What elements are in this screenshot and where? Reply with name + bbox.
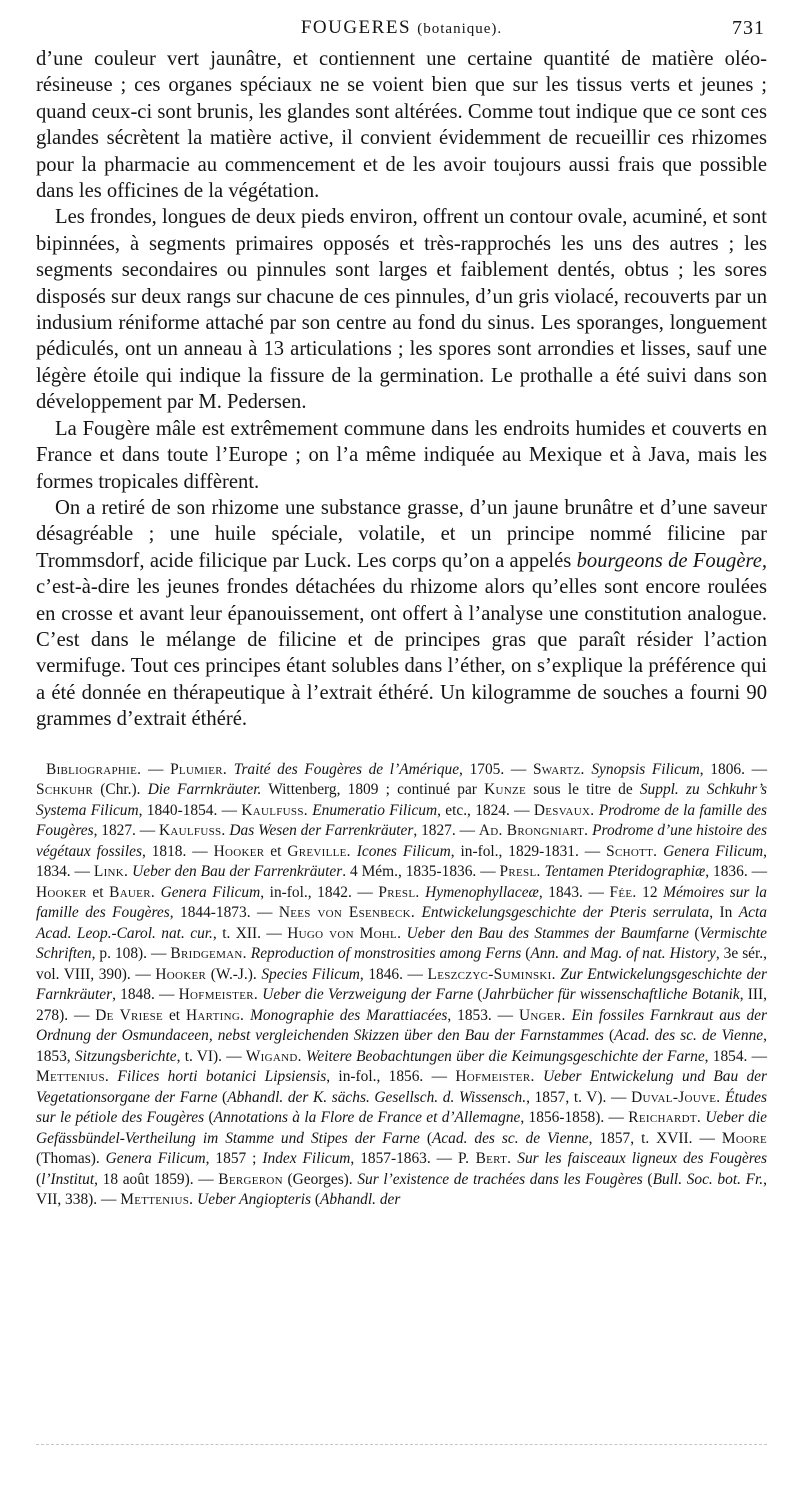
bibliography-text: — bbox=[141, 760, 171, 778]
bibliography-text: (Georges). bbox=[282, 1170, 358, 1188]
bibliography-text bbox=[227, 761, 234, 778]
bibliography-text: , in-fol., 1829-1831. — bbox=[450, 842, 607, 860]
bibliography-author: Schkuhr bbox=[36, 781, 94, 799]
bibliography-title: Monographie des Marattiacées bbox=[250, 1006, 448, 1024]
bibliography-title: Reproduction of monstrosities among Ferns bbox=[250, 945, 522, 963]
bibliography-text: . 4 Mém., 1835-1836. — bbox=[342, 863, 500, 881]
bibliography-title: Sur les faisceaux ligneux des Fougères bbox=[517, 1150, 767, 1168]
bibliography-title: Index Filicum bbox=[262, 1150, 351, 1168]
bibliography-text: , 1843. — bbox=[538, 883, 610, 901]
bibliography-text: 12 bbox=[636, 883, 664, 901]
bibliography-title: Sitzungsberichte bbox=[74, 1047, 177, 1065]
bibliography-author: Plumier. bbox=[170, 760, 228, 778]
bibliography-text: ( bbox=[36, 1170, 42, 1188]
bibliography-author: Hooker bbox=[213, 842, 265, 860]
bibliography-author: P. Bert. bbox=[458, 1150, 512, 1168]
bibliography-title: Acta Acad. Leop.-Carol. nat. cur. bbox=[36, 904, 767, 942]
bibliography-text: , 1848. — bbox=[112, 986, 179, 1004]
bibliography-author: Leszczyc-Suminski. bbox=[427, 965, 556, 983]
bibliography-title: Ueber den Bau der Farrenkräuter bbox=[132, 863, 343, 881]
bibliography-title: Jahrbücher für wissenschaftliche Botanik bbox=[482, 986, 740, 1004]
bibliography-title: Ueber die Gefässbündel-Vertheilung im Stamme und Stipes der Farne bbox=[36, 1109, 767, 1147]
bibliography-author: Mettenius. bbox=[36, 1068, 110, 1086]
bibliography-text: (Thomas). bbox=[36, 1150, 106, 1168]
bibliography-text: , t. VI). — bbox=[176, 1047, 246, 1065]
bibliography-author: Link. bbox=[93, 863, 129, 881]
bibliography-text: , In bbox=[709, 904, 739, 922]
bibliography-title: l’Institut bbox=[41, 1170, 95, 1188]
bibliography-title: Prodrome d’une histoire des végétaux fossiles bbox=[36, 822, 767, 860]
bibliography-title: Enumeratio Filicum bbox=[312, 801, 438, 819]
chemistry-italic-term: bourgeons de Fougère, bbox=[576, 549, 767, 572]
bibliography-text: , 1857 ; bbox=[205, 1150, 263, 1168]
bibliography-author: Presl. bbox=[378, 883, 420, 901]
bibliography-title: Ueber Angiopteris bbox=[197, 1191, 312, 1209]
bibliography-title: Die Farrnkräuter. bbox=[147, 781, 262, 799]
bibliography-text: Wittenberg, 1809 ; continué par bbox=[261, 781, 485, 799]
bibliography-text: , 1857, t. XVII. — bbox=[588, 1129, 722, 1147]
bibliography-author: Swartz. bbox=[532, 760, 585, 778]
chemistry-text-end: c’est-à-dire les jeunes frondes détachées du rhizome alors qu’elles sont encore roulées en crosse et avant leur épanouissement, ont offert à l’analyse une constitution analogue. C’est dans le mélange de filicine et de principes gras que paraît résider l’action vermifuge. Tout ces principes étant solubles dans l’éther, on s’explique la préférence qui a été donnée en thérapeutique à l’extrait éthéré. Un kilogramme de souches a fourni 90 grammes d’extrait éthéré. bbox=[36, 576, 767, 731]
bibliography-title: Abhandl. der K. sächs. Gesellsch. d. Wissensch. bbox=[227, 1088, 527, 1106]
bibliography-text: sous le titre de bbox=[526, 781, 640, 799]
bibliography-author: Reichardt. bbox=[628, 1109, 702, 1127]
bibliography-author: Fée. bbox=[609, 883, 637, 901]
bibliography-title: Ueber den Bau des Stammes der Baumfarne bbox=[406, 924, 689, 942]
bibliography-title: Hymenophyllaceæ bbox=[425, 883, 539, 901]
bibliography-author: Bridgeman. bbox=[170, 945, 247, 963]
bibliography-title: Genera Filicum bbox=[105, 1150, 206, 1168]
bibliography-title: Abhandl. der bbox=[320, 1191, 401, 1209]
paragraph-continuation: d’une couleur vert jaunâtre, et contiennent une certaine quantité de matière oléo-résineuse ; ces organes spéciaux ne se voient bien que sur les tissus verts et jeunes ; quand ceux-ci sont brunis, les glandes sont altérées. Comme tout indique que ce sont ces glandes sécrètent la matière active, il convient évidemment de recueillir ces rhizomes pour la pharmacie au commencement et de les avoir toujours aussi frais que possible dans les officines de la végétation. bbox=[36, 48, 767, 203]
bibliography-text: (Chr.). bbox=[93, 781, 148, 799]
bibliography-title: Filices horti botanici Lipsiensis bbox=[117, 1068, 327, 1086]
bibliography-text: , 3e sér., vol. VIII, 390). — bbox=[36, 945, 767, 983]
chemistry-text-start: On a retiré de son rhizome une substance grasse, d’un jaune brunâtre et d’une saveur désagréable ; une huile spéciale, volatile, et un principe nommé filicine par Trommsdorf, acide filicique par Luck. Les corps qu’on a appelés bbox=[36, 496, 767, 572]
bibliography-author: Kunze bbox=[484, 781, 527, 799]
bibliography-title: Suppl. zu Schkuhr’s Systema Filicum bbox=[36, 781, 767, 819]
bibliography-author: Greville. bbox=[287, 842, 351, 860]
bibliography-author: Harting. bbox=[185, 1006, 245, 1024]
bibliography-title: Traité des Fougères de l’Amérique bbox=[233, 760, 460, 778]
bibliography-title: Entwickelungsgeschichte der Pteris serrulata bbox=[421, 904, 710, 922]
bibliography-title: Species Filicum bbox=[261, 965, 360, 983]
paragraph-distribution: La Fougère mâle est extrêmement commune dans les endroits humides et couverts en France et dans toute l’Europe ; on l’a même indiquée au Mexique et à Java, mais les formes tropicales diffèrent. bbox=[36, 417, 767, 493]
bibliography-text: ( bbox=[204, 1109, 214, 1127]
section-title: FOUGERES bbox=[300, 17, 412, 38]
bibliography-author: Desvaux. bbox=[533, 801, 595, 819]
bibliography-text: , 1853, bbox=[36, 1027, 767, 1065]
bibliography-text: , 1827. — bbox=[93, 822, 159, 840]
bibliography-text: et bbox=[86, 883, 110, 901]
bibliography-title: Das Wesen der Farrenkräuter bbox=[229, 822, 414, 840]
bibliography-text: , 1846. — bbox=[359, 965, 428, 983]
bibliography-title: Vermischte Schriften bbox=[36, 924, 767, 963]
bibliography-text: , 1827. — bbox=[413, 822, 479, 840]
bibliography-text: , 1834. — bbox=[36, 842, 767, 881]
bibliography-text: , 1853. — bbox=[447, 1006, 519, 1024]
bibliography-author: Hooker bbox=[155, 965, 207, 983]
bibliography-text: ( bbox=[419, 1129, 432, 1147]
running-head bbox=[36, 0, 767, 56]
bibliography-text: , 1818. — bbox=[141, 842, 214, 860]
bibliography-text: , III, 278). — bbox=[36, 986, 768, 1024]
bibliography-title: Icones Filicum bbox=[356, 842, 451, 860]
bibliography-text: ( bbox=[311, 1191, 320, 1209]
bibliography-text: ( bbox=[521, 945, 531, 963]
bibliography-title: Ueber Entwickelung und Bau der Vegetationsorgane der Farne bbox=[36, 1068, 768, 1106]
running-head-title bbox=[36, 0, 767, 57]
bibliography-title: Annotations à la Flore de France et d’Allemagne bbox=[213, 1109, 521, 1127]
bibliography-text: , in-fol., 1842. — bbox=[260, 883, 379, 901]
bibliography-text: , 1836. — bbox=[705, 863, 767, 881]
bibliography-text: , 1854. — bbox=[704, 1047, 768, 1065]
bibliography-title: Genera Filicum bbox=[160, 883, 261, 901]
body-text bbox=[36, 46, 767, 733]
bibliography-text: et bbox=[264, 842, 288, 860]
bibliography-author: Ad. Brongniart. bbox=[478, 822, 589, 840]
bibliography-text: ( bbox=[473, 986, 483, 1004]
bibliography-text: ( bbox=[603, 1027, 615, 1045]
bibliography-title: Zur Entwickelungsgeschichte der Farnkräuter bbox=[36, 965, 767, 1004]
bibliography-title: Prodrome de la famille des Fougères bbox=[36, 801, 767, 840]
bibliography-author: Schott. bbox=[606, 842, 658, 860]
section-subtitle: (botanique). bbox=[417, 21, 503, 37]
bibliography-author: Duval-Jouve. bbox=[631, 1088, 721, 1106]
bibliography-author: De Vriese bbox=[95, 1006, 164, 1024]
bibliography-author: Moore bbox=[721, 1129, 767, 1147]
bibliography-title: Acad. des sc. de Vienne bbox=[431, 1129, 589, 1147]
bibliography-title: Sur l’existence de trachées dans les Fougères bbox=[357, 1170, 643, 1188]
bibliography-text: , 1705. — bbox=[459, 760, 533, 778]
bibliography-text: , etc., 1824. — bbox=[437, 801, 534, 819]
bibliography-text: , 1844-1873. — bbox=[169, 904, 279, 922]
bibliography-title: Ein fossiles Farnkraut aus der Ordnung der Osmundaceen, nebst vergleichenden Skizzen über den Bau der Farnstammes bbox=[36, 1006, 767, 1045]
bibliography-title: Ann. and Mag. of nat. History bbox=[530, 945, 716, 963]
bibliography-title: Acad. des sc. de Vienne bbox=[614, 1027, 764, 1045]
bibliography-text: , 18 août 1859). — bbox=[94, 1170, 219, 1188]
bibliography-author: Bergeron bbox=[218, 1170, 283, 1188]
bibliography-text: , 1857, t. V). — bbox=[526, 1088, 632, 1106]
bibliography-text: et bbox=[163, 1006, 186, 1024]
bibliography-text: , VII, 338). — bbox=[36, 1170, 767, 1209]
bibliography-author: Hofmeister. bbox=[178, 986, 259, 1004]
page-number: 731 bbox=[732, 17, 765, 39]
bibliography-text: (W.-J.). bbox=[206, 965, 262, 983]
bibliography-text: , 1856-1858). — bbox=[520, 1109, 629, 1127]
bibliography-title: Genera Filicum bbox=[663, 842, 764, 860]
bibliography-title: Études sur le pétiole des Fougères bbox=[36, 1088, 767, 1127]
bibliography-author: Hofmeister. bbox=[455, 1068, 535, 1086]
paragraph-chemistry bbox=[36, 495, 767, 733]
bibliography-text: , 1840-1854. — bbox=[138, 801, 242, 819]
bibliography-title: Ueber die Verzweigung der Farne bbox=[262, 986, 474, 1004]
bibliography-text: ( bbox=[688, 924, 700, 942]
bibliography-author: Wigand. bbox=[245, 1047, 302, 1065]
paragraph-fronds: Les frondes, longues de deux pieds environ, offrent un contour ovale, acuminé, et sont bipinnées, à segments primaires opposés et très-rapprochés les uns des autres ; les segments secondaires ou pinnules sont larges et faiblement dentés, obtus ; les sores disposés sur deux rangs sur chacune de ces pinnules, d’un gris violacé, recouverts par un indusium réniforme attaché par son centre au fond du sinus. Les sporanges, longuement pédiculés, ont un anneau à 13 articulations ; les spores sont arrondies et lisses, sauf une légère étoile qui indique la fissure de la germination. Le prothalle a été suivi dans son développement par M. Pedersen. bbox=[36, 206, 767, 414]
bibliography-text: ( bbox=[642, 1170, 653, 1188]
bibliography-author: Bibliographie. bbox=[46, 760, 142, 778]
bibliography-text: ( bbox=[217, 1088, 228, 1106]
bibliography-author: Mettenius. bbox=[120, 1191, 194, 1209]
bibliography-author: Hooker bbox=[36, 883, 87, 901]
bibliography-text: , 1857-1863. — bbox=[350, 1150, 459, 1168]
bibliography-title: Tentamen Pteridographiæ bbox=[544, 863, 706, 881]
bibliography-author: Unger. bbox=[518, 1006, 566, 1024]
bibliography-author: Bauer. bbox=[109, 883, 155, 901]
bibliography-title: Mémoires sur la famille des Fougères bbox=[36, 883, 767, 922]
bibliography-text bbox=[535, 1068, 543, 1085]
bibliography-text: , 1806. — bbox=[699, 760, 767, 778]
bibliography-title: Bull. Soc. bot. Fr. bbox=[652, 1170, 764, 1188]
bibliography-title: Weitere Beobachtungen über die Keimungsgeschichte der Farne bbox=[306, 1047, 705, 1065]
bibliography-text: , t. XII. — bbox=[212, 924, 288, 942]
bibliography-author: Presl. bbox=[499, 863, 541, 881]
bibliography-author: Kaulfuss. bbox=[241, 801, 308, 819]
bibliography-text: , p. 108). — bbox=[91, 945, 171, 963]
bibliography-text: , in-fol., 1856. — bbox=[326, 1068, 456, 1086]
bibliography-title: Synopsis Filicum bbox=[591, 760, 700, 778]
bibliography bbox=[36, 760, 767, 1211]
bibliography-author: Kaulfuss. bbox=[158, 822, 226, 840]
bibliography-author: Hugo von Mohl. bbox=[287, 924, 402, 942]
footer-rule bbox=[36, 1444, 767, 1445]
bibliography-author: Nees von Esenbeck. bbox=[278, 904, 415, 922]
